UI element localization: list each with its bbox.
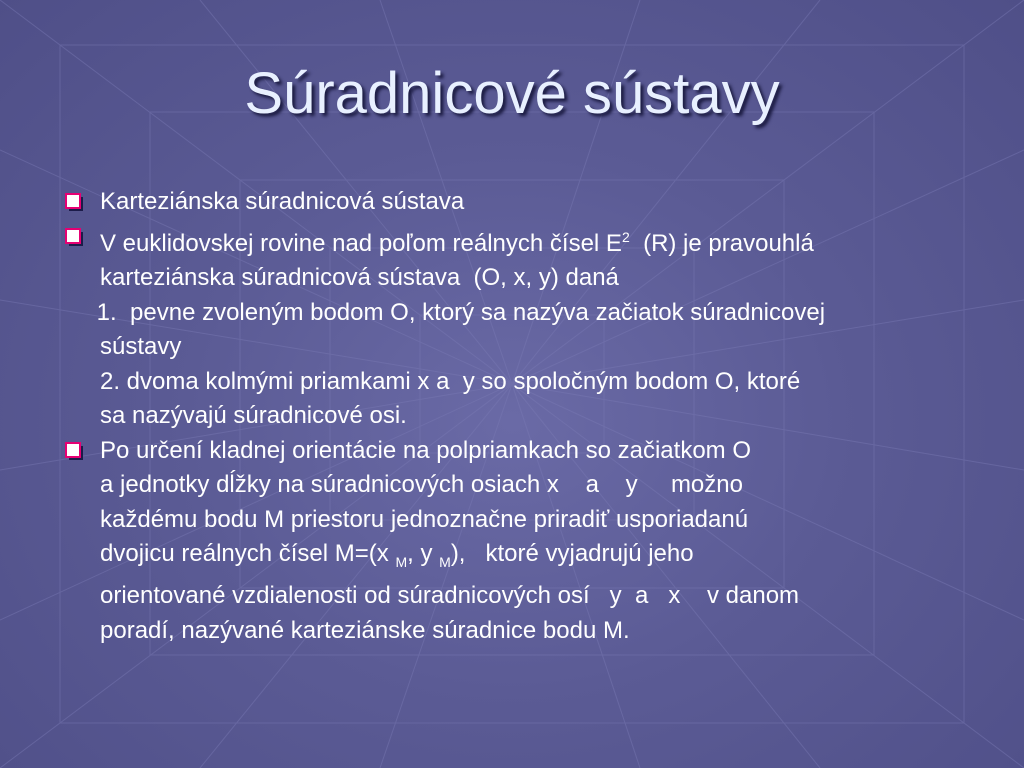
bullet-text-line: Po určení kladnej orientácie na polpriamkach so začiatkom O: [100, 436, 751, 464]
subscript: M: [439, 553, 451, 570]
bullet-text-line: dvojicu reálnych čísel M=(x $_M$, y $_M$), ktoré vyjadrujú jeho: [100, 540, 694, 570]
bullet-text-line: súst​avy: [100, 333, 182, 360]
bullet-item-2: [62, 220, 982, 434]
bullet-text-line: karteziánska súradnicová sústava (O, x, y) daná: [100, 264, 619, 291]
bullet-item-3: [62, 434, 982, 649]
bullet-text-line: každému bodu M priestoru jednoznačne priradiť usporiadanú: [100, 505, 749, 533]
subscript: M: [395, 553, 408, 570]
bullet-text-line: poradí, nazývané karteziánske súradnice bodu M.: [100, 616, 630, 644]
bullet-text-line: orientované vzdialenosti od súradnicových osí y a x v danom: [100, 582, 800, 610]
square-bullet-icon: [65, 442, 85, 460]
bullet-text: Karteziánska súradnicová sústava: [100, 188, 465, 215]
slide-content: [62, 185, 982, 648]
bullet-text-line: 2. dvoma kolmými priamkami x a y so spoločným bodom O, ktoré: [100, 367, 801, 395]
square-bullet-icon: [65, 228, 85, 246]
slide-title: Súradnicové sústavy: [244, 61, 780, 126]
bullet-item-1: [62, 185, 982, 220]
square-bullet-icon: [65, 193, 85, 211]
bullet-text-line: sa nazývajú súradnicové osi.: [100, 402, 407, 429]
bullet-text-line: a jednotky dĺžky na súradnicových osiach x a y možno: [100, 471, 743, 498]
bullet-text-line: 1. pevne zvoleným bodom O, ktorý sa nazýva začiatok súradnicovej: [90, 298, 826, 326]
bullet-text-line: V euklidovskej rovine nad poľom reálnych čísel $E^2$ (R) je pravouhlá: [100, 228, 814, 257]
superscript: 2: [621, 228, 630, 245]
